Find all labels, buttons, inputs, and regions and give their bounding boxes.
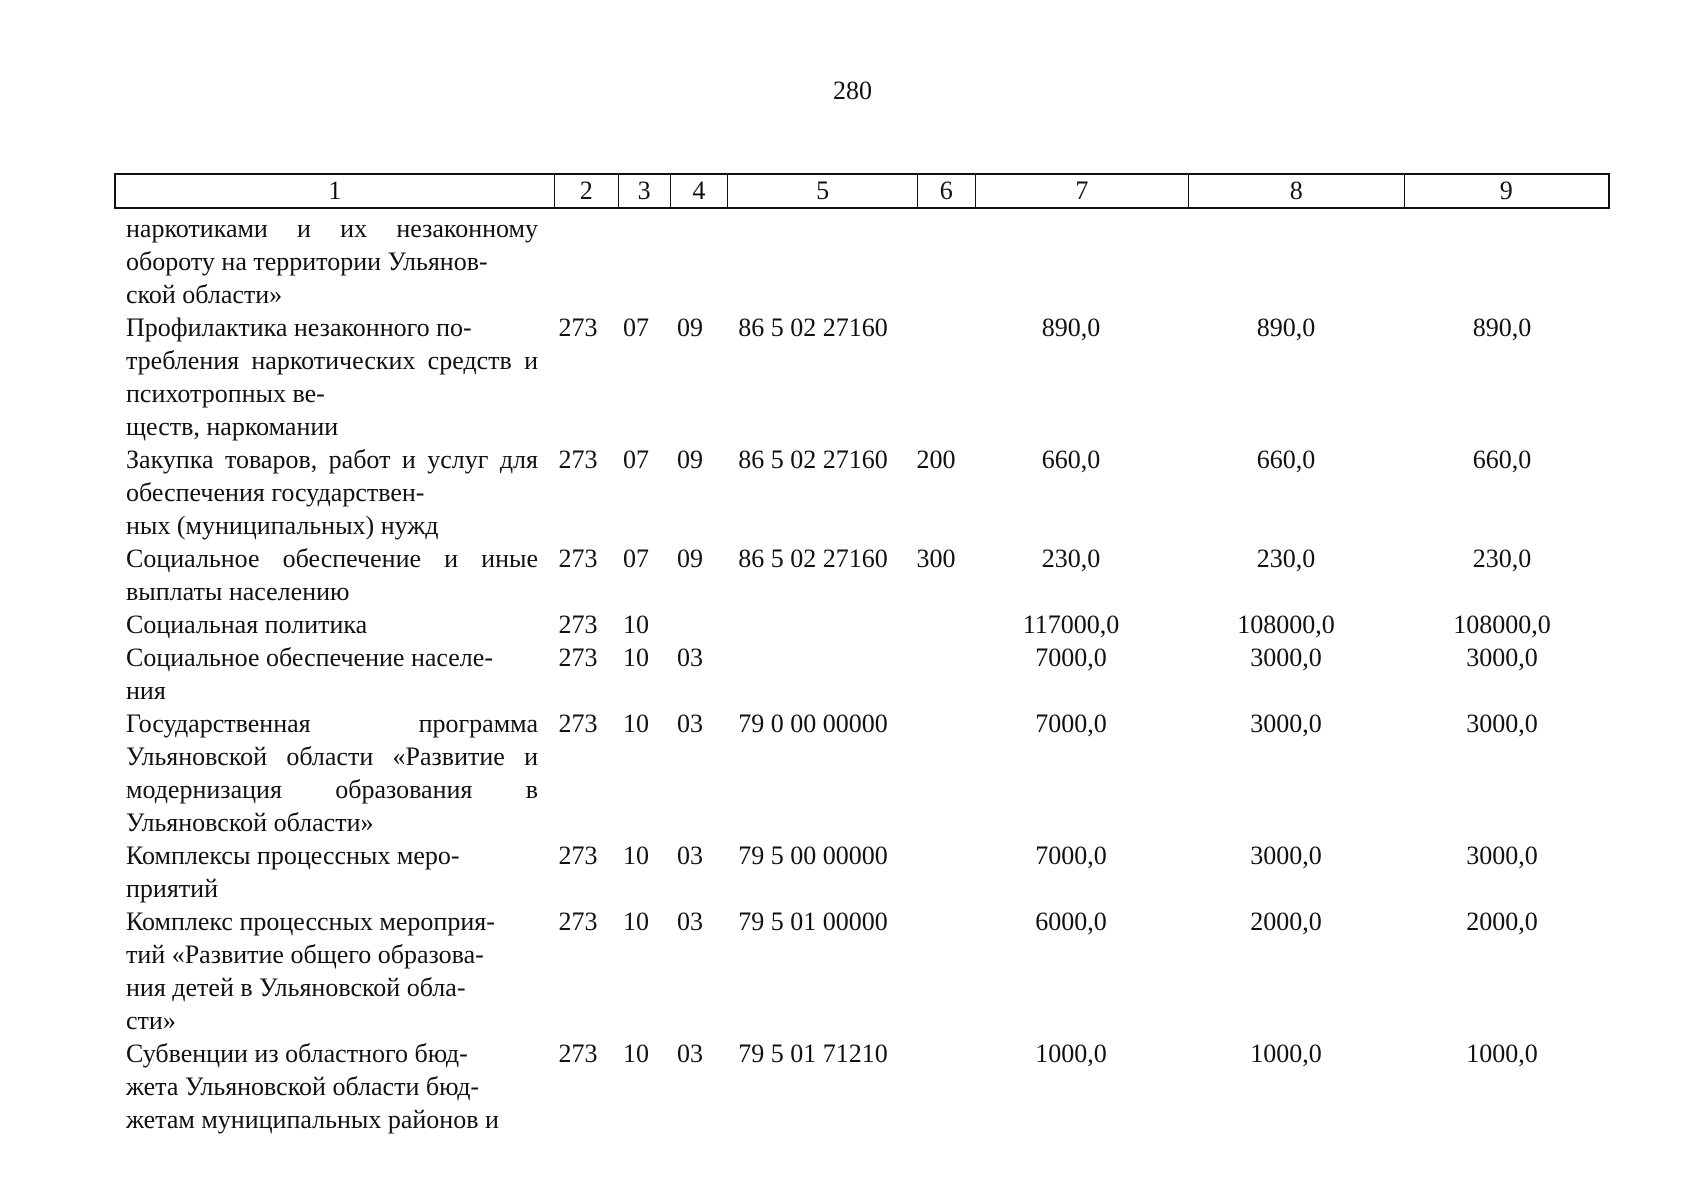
table-row <box>114 542 1610 608</box>
row-cell-c8: 1000,0 <box>1250 1039 1322 1068</box>
row-cell-c4: 03 <box>677 1039 703 1068</box>
row-cell-c4: 09 <box>677 544 703 573</box>
header-col-4: 4 <box>671 175 729 207</box>
table-row <box>114 311 1610 443</box>
row-name: Комплекс процессных мероприя- тий «Развитие общего образова- ния детей в Ульяновской обла- сти» <box>126 907 495 1035</box>
row-cell-c9: 890,0 <box>1472 313 1532 342</box>
header-col-7: 7 <box>976 175 1189 207</box>
row-cell-c3: 10 <box>623 1039 649 1068</box>
row-cell-c3: 10 <box>623 841 649 870</box>
row-cell-c7: 7000,0 <box>1035 643 1107 672</box>
row-cell-c6 <box>908 1037 964 1136</box>
row-cell-c3 <box>610 212 662 311</box>
row-name: Профилактика незаконного по- требления наркотических средств и психотропных ве- ществ, наркомании <box>126 313 538 441</box>
row-cell-c9: 3000,0 <box>1466 841 1538 870</box>
row-cell-c6 <box>908 311 964 443</box>
table-row <box>114 1037 1610 1136</box>
table-row <box>114 905 1610 1037</box>
row-cell-c5: 86 5 02 27160 <box>738 313 888 342</box>
row-cell-c4: 09 <box>677 445 703 474</box>
row-cell-c4: 03 <box>677 709 703 738</box>
row-cell-c4 <box>662 212 718 311</box>
row-name: Закупка товаров, работ и услуг для обеспечения государствен- ных (муниципальных) нужд <box>126 445 538 540</box>
row-cell-c2: 273 <box>558 907 598 936</box>
row-cell-c6 <box>908 608 964 641</box>
row-name: Государственная программа Ульяновской области «Развитие и модернизация образования в Ульяновской области» <box>126 709 538 837</box>
table-row <box>114 707 1610 839</box>
row-cell-c8 <box>1178 212 1394 311</box>
row-cell-c9: 3000,0 <box>1466 643 1538 672</box>
row-cell-c5: 79 5 01 00000 <box>738 907 888 936</box>
header-col-2: 2 <box>555 175 619 207</box>
table-row <box>114 608 1610 641</box>
header-col-5: 5 <box>728 175 917 207</box>
row-cell-c5 <box>718 212 908 311</box>
row-cell-c8: 890,0 <box>1256 313 1316 342</box>
table-row <box>114 443 1610 542</box>
row-cell-c6 <box>908 839 964 905</box>
table-body <box>114 212 1610 1136</box>
row-cell-c2: 273 <box>558 643 598 672</box>
row-name: Социальное обеспечение населе- ния <box>126 643 493 705</box>
row-cell-c4: 03 <box>677 841 703 870</box>
row-cell-c8: 108000,0 <box>1237 610 1335 639</box>
header-col-8: 8 <box>1189 175 1404 207</box>
page-number: 280 <box>833 76 872 105</box>
row-cell-c2 <box>546 212 610 311</box>
row-cell-c6 <box>908 641 964 707</box>
header-col-1: 1 <box>116 175 555 207</box>
row-cell-c3: 07 <box>623 313 649 342</box>
row-cell-c7: 7000,0 <box>1035 709 1107 738</box>
row-cell-c9: 230,0 <box>1472 544 1532 573</box>
row-name: Субвенции из областного бюд- жета Ульяновской области бюд- жетам муниципальных районов и <box>126 1039 499 1134</box>
row-cell-c7: 117000,0 <box>1022 610 1120 639</box>
row-cell-c6: 200 <box>916 445 956 474</box>
row-cell-c4: 03 <box>677 907 703 936</box>
row-cell-c5 <box>718 641 908 707</box>
table-row <box>114 212 1610 311</box>
row-cell-c5: 86 5 02 27160 <box>738 544 888 573</box>
row-cell-c9: 660,0 <box>1472 445 1532 474</box>
row-cell-c8: 3000,0 <box>1250 709 1322 738</box>
row-cell-c2: 273 <box>558 544 598 573</box>
row-cell-c9: 108000,0 <box>1453 610 1551 639</box>
row-name: Социальная политика <box>126 610 368 639</box>
row-cell-c3: 10 <box>623 643 649 672</box>
row-cell-c2: 273 <box>558 610 598 639</box>
row-cell-c9: 3000,0 <box>1466 709 1538 738</box>
row-cell-c9 <box>1394 212 1610 311</box>
row-cell-c8: 3000,0 <box>1250 841 1322 870</box>
row-cell-c8: 3000,0 <box>1250 643 1322 672</box>
row-cell-c7: 1000,0 <box>1035 1039 1107 1068</box>
row-cell-c6: 300 <box>916 544 956 573</box>
row-cell-c5: 79 5 00 00000 <box>738 841 888 870</box>
row-cell-c6 <box>908 212 964 311</box>
header-col-9: 9 <box>1499 176 1513 205</box>
row-cell-c3: 10 <box>623 709 649 738</box>
row-cell-c7: 890,0 <box>1041 313 1101 342</box>
row-cell-c4: 09 <box>677 313 703 342</box>
row-cell-c7: 7000,0 <box>1035 841 1107 870</box>
header-col-6: 6 <box>918 175 976 207</box>
table-header <box>114 173 1610 209</box>
row-cell-c3: 10 <box>623 907 649 936</box>
header-col-3: 3 <box>619 175 671 207</box>
row-name: Комплексы процессных меро- приятий <box>126 841 460 903</box>
row-cell-c7 <box>964 212 1178 311</box>
row-cell-c7: 660,0 <box>1041 445 1101 474</box>
row-name: Социальное обеспечение и иные выплаты населению <box>126 544 538 606</box>
row-cell-c7: 230,0 <box>1041 544 1101 573</box>
row-cell-c5: 79 5 01 71210 <box>738 1039 888 1068</box>
row-cell-c4: 03 <box>677 643 703 672</box>
row-name: наркотиками и их незаконному обороту на территории Ульянов- ской области» <box>126 214 538 309</box>
row-cell-c2: 273 <box>558 709 598 738</box>
row-cell-c7: 6000,0 <box>1035 907 1107 936</box>
table-row <box>114 641 1610 707</box>
row-cell-c8: 660,0 <box>1256 445 1316 474</box>
row-cell-c2: 273 <box>558 1039 598 1068</box>
row-cell-c2: 273 <box>558 313 598 342</box>
row-cell-c3: 07 <box>623 445 649 474</box>
row-cell-c4 <box>662 608 718 641</box>
row-cell-c9: 2000,0 <box>1466 907 1538 936</box>
row-cell-c8: 2000,0 <box>1250 907 1322 936</box>
table-row <box>114 839 1610 905</box>
row-cell-c2: 273 <box>558 841 598 870</box>
row-cell-c5: 79 0 00 00000 <box>738 709 888 738</box>
row-cell-c8: 230,0 <box>1256 544 1316 573</box>
row-cell-c2: 273 <box>558 445 598 474</box>
row-cell-c6 <box>908 707 964 839</box>
row-cell-c3: 10 <box>623 610 649 639</box>
row-cell-c5 <box>718 608 908 641</box>
row-cell-c6 <box>908 905 964 1037</box>
row-cell-c9: 1000,0 <box>1466 1039 1538 1068</box>
row-cell-c3: 07 <box>623 544 649 573</box>
row-cell-c5: 86 5 02 27160 <box>738 445 888 474</box>
